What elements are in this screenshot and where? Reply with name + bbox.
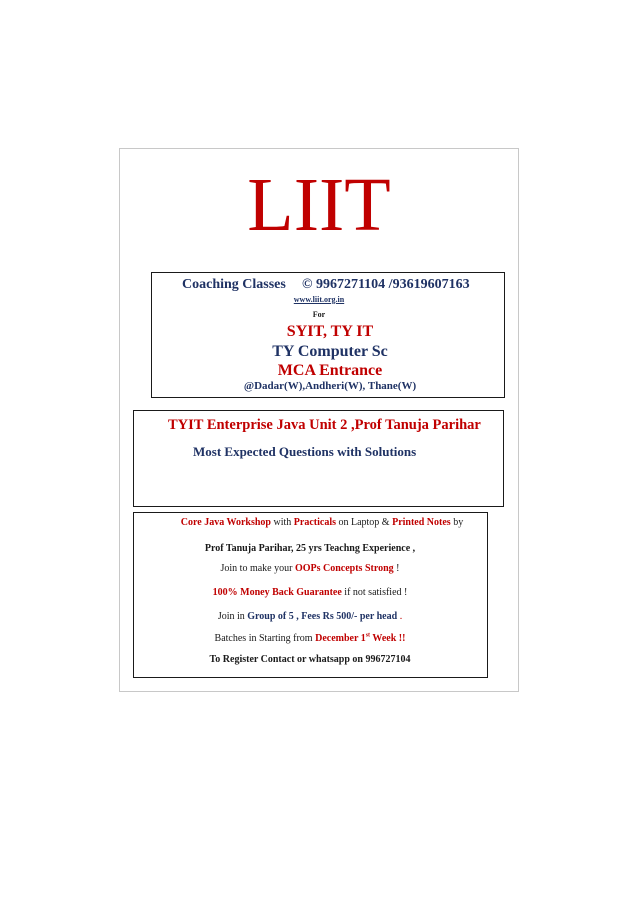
workshop-line-2: Prof Tanuja Parihar, 25 yrs Teachng Experience , [204,543,416,554]
register-contact: To Register Contact or whatsapp on 996727104 [209,654,411,665]
workshop-name: Core Java Workshop [180,517,271,528]
ordinal: st [365,632,371,639]
workshop-line-5 [0,611,620,622]
batch-week: Week !! [370,633,406,644]
workshop-line-6 [0,633,620,644]
text: ! [393,563,400,574]
course-tycs: TY Computer Sc [272,343,388,360]
text: with [271,517,294,528]
printed-notes: Printed Notes [392,517,451,528]
text: Batches in Starting from [214,633,316,644]
text: . [397,611,403,622]
subtitle: Most Expected Questions with Solutions [193,444,417,459]
course-syit: SYIT, TY IT [286,323,374,340]
text: on Laptop & [335,517,393,528]
phone-numbers: © 9967271104 /93619607163 [302,277,470,292]
website-link[interactable]: www.liit.org.in [293,295,345,304]
batch-month: December 1 [315,633,366,644]
course-mca: MCA Entrance [277,362,383,379]
locations: @Dadar(W),Andheri(W), Thane(W) [243,380,417,392]
text: Join in [217,611,248,622]
practicals: Practicals [293,517,336,528]
liit-logo: LIIT [247,163,391,247]
text: if not satisfied ! [341,587,408,598]
group-fees: Group of 5 , Fees Rs 500/- per head [247,611,398,622]
money-back: 100% Money Back Guarantee [212,587,342,598]
unit-title: TYIT Enterprise Java Unit 2 ,Prof Tanuja Parihar [168,417,481,433]
workshop-line-1 [12,517,632,528]
coaching-label: Coaching Classes [182,277,286,292]
workshop-line-4 [0,587,620,598]
text: Join to make your [220,563,295,574]
workshop-line-3 [0,563,620,574]
text: by [450,517,464,528]
oops-concepts: OOPs Concepts Strong [294,563,394,574]
for-label: For [312,310,326,319]
